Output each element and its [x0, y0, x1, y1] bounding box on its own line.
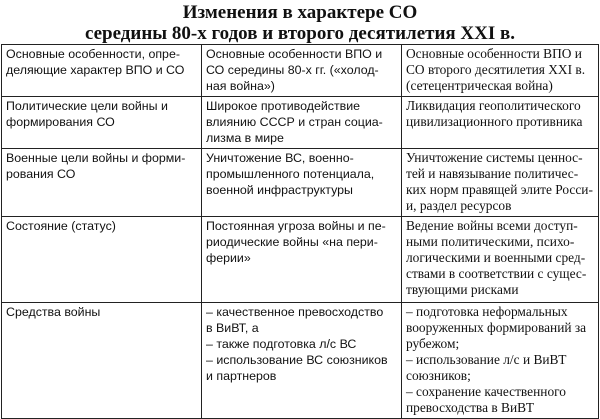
- cell-feature: Политические цели войны и формирования СО: [2, 97, 202, 149]
- cell-mid80s: Широкое противодействие влиянию СССР и стран социа- лизма в мире: [202, 97, 402, 149]
- cell-xxi: Ведение войны всеми доступ- ными политическими, психо- логическими и военными сред- ствами в соответствии с сущес- твующими рисками: [402, 217, 599, 303]
- cell-feature: Состояние (статус): [2, 217, 202, 303]
- header-cell-xxi: Основные особенности ВПО и СО второго десятилетия XXI в. (сетецентрическая война): [402, 45, 599, 97]
- cell-mid80s: Уничтожение ВС, военно- промышленного потенциала, военной инфраструктуры: [202, 149, 402, 217]
- cell-feature: Средства войны: [2, 303, 202, 419]
- cell-feature: Военные цели войны и форми- рования СО: [2, 149, 202, 217]
- cell-xxi: Уничтожение системы ценнос- тей и навязывание политичес- ких норм правящей элите Росси- и, раздел ресурсов: [402, 149, 599, 217]
- header-cell-mid80s: Основные особенности ВПО и СО середины 80-х гг. («холод- ная война»): [202, 45, 402, 97]
- table-row: [2, 97, 599, 149]
- title-line-2: середины 80-х годов и второго десятилетия XXI в.: [84, 23, 516, 44]
- cell-mid80s: Постоянная угроза войны и пе- риодические войны «на пери- ферии»: [202, 217, 402, 303]
- cell-xxi: – подготовка неформальных вооруженных формирований за рубежом; – использование л/с и ВиВТ союзников; – сохранение качественного превосходства в ВиВТ: [402, 303, 599, 419]
- cell-xxi: Ликвидация геополитического цивилизационного противника: [402, 97, 599, 149]
- document-title: [0, 2, 600, 44]
- table-row: [2, 149, 599, 217]
- table-header-row: [2, 45, 599, 97]
- title-line-1: Изменения в характере СО: [182, 2, 418, 23]
- table-row: [2, 217, 599, 303]
- header-cell-features: Основные особенности, опре- деляющие характер ВПО и СО: [2, 45, 202, 97]
- cell-mid80s: – качественное превосходство в ВиВТ, а – также подготовка л/с ВС – использование ВС союзников и партнеров: [202, 303, 402, 419]
- comparison-table: [1, 44, 599, 419]
- table-row: [2, 303, 599, 419]
